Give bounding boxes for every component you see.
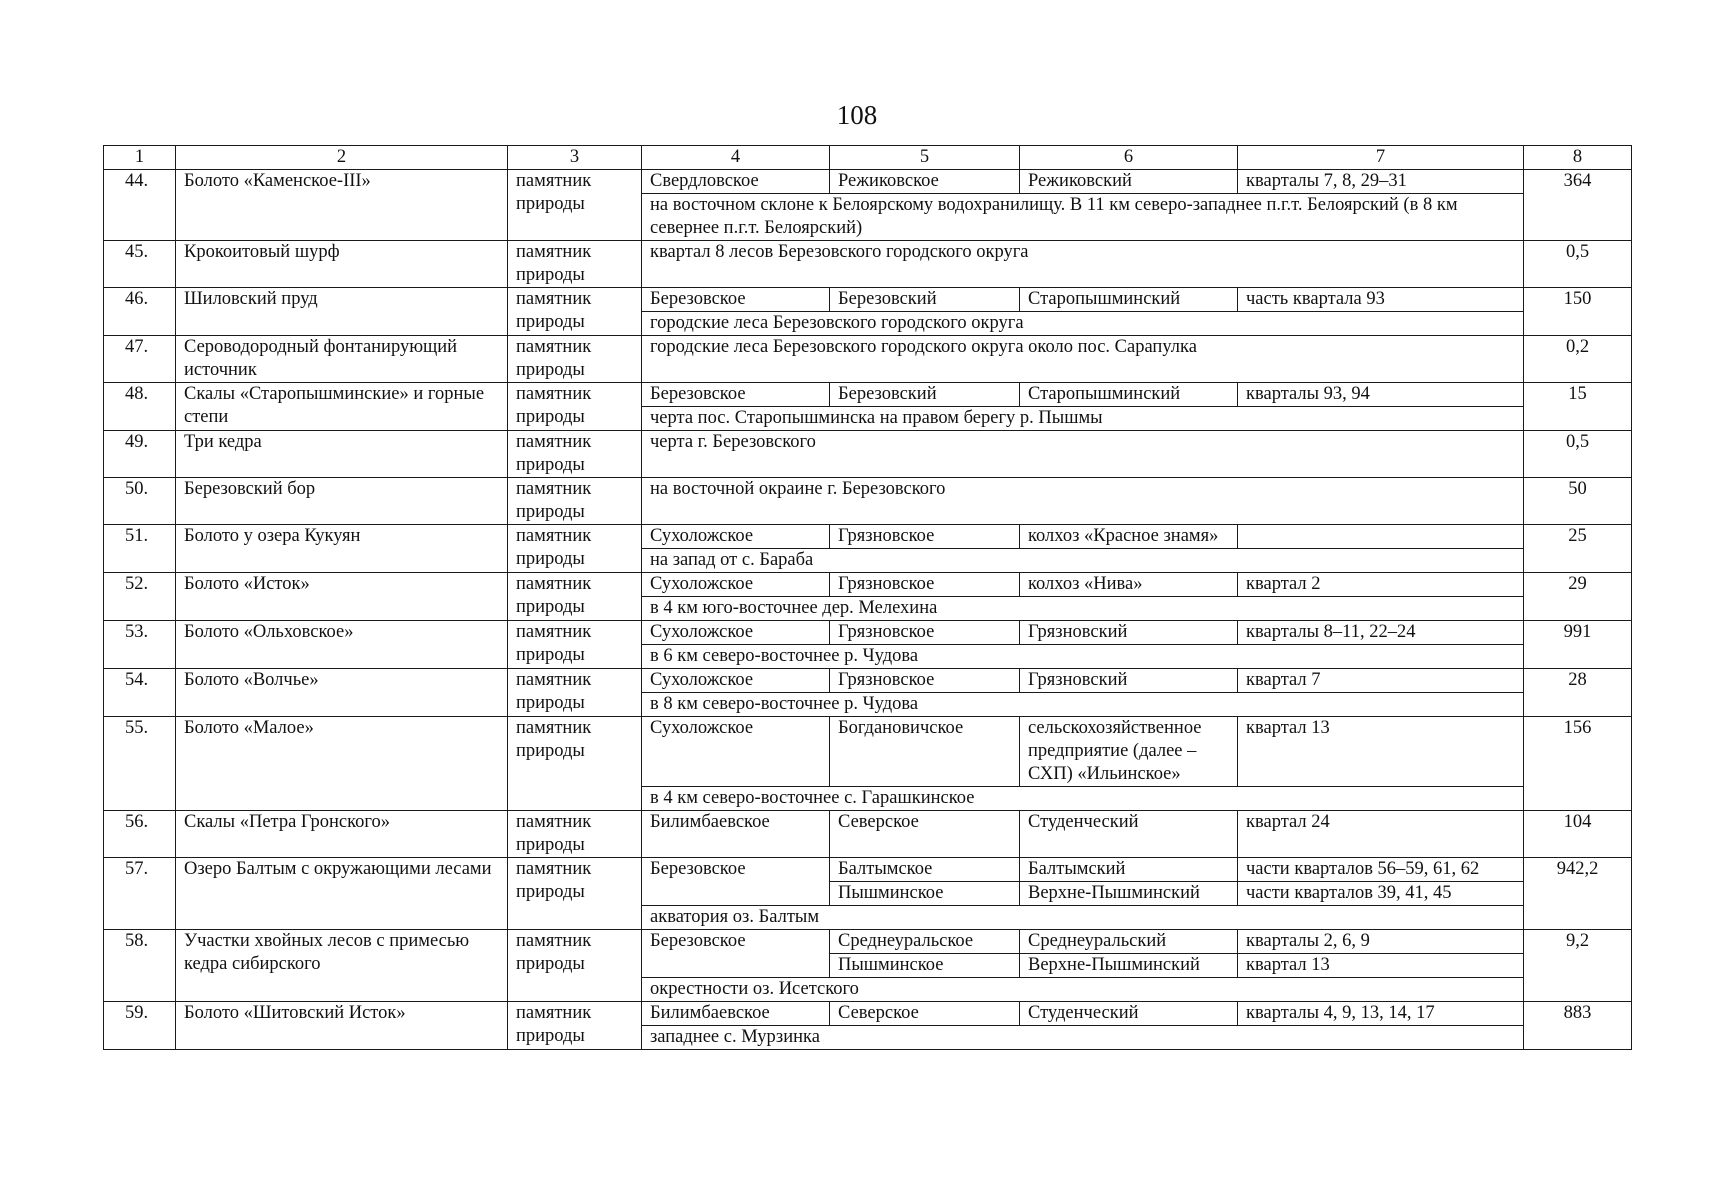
table-row [104,669,1632,693]
object-name: Болото у озера Кукуян [176,525,508,573]
location-note: черта пос. Старопышминска на правом берегу р. Пышмы [642,407,1524,431]
object-name: Болото «Ольховское» [176,621,508,669]
row-number: 48. [104,383,176,431]
quarters [1238,525,1524,549]
object-status: памятник природы [508,170,642,241]
table-row [104,811,1632,858]
row-number: 44. [104,170,176,241]
forest-subdistrict: Грязновское [830,669,1020,693]
table-row [104,858,1632,882]
object-name: Три кедра [176,431,508,478]
object-status: памятник природы [508,621,642,669]
forest-district: Березовское [642,930,830,978]
quarters: кварталы 7, 8, 29–31 [1238,170,1524,194]
forest-district: Билимбаевское [642,811,830,858]
forest-area-name: Старопышминский [1020,383,1238,407]
column-header-5: 5 [830,146,1020,170]
table-row [104,621,1632,645]
forest-district: Сухоложское [642,669,830,693]
forest-area-name: колхоз «Нива» [1020,573,1238,597]
forest-subdistrict: Грязновское [830,621,1020,645]
forest-district: Билимбаевское [642,1002,830,1026]
object-name: Озеро Балтым с окружающими лесами [176,858,508,930]
forest-area-name: Студенческий [1020,1002,1238,1026]
location-note: городские леса Березовского городского округа [642,312,1524,336]
quarters: части кварталов 56–59, 61, 62 [1238,858,1524,882]
row-number: 57. [104,858,176,930]
table-row [104,1002,1632,1026]
row-number: 59. [104,1002,176,1050]
location-note: акватория оз. Балтым [642,906,1524,930]
object-status: памятник природы [508,930,642,1002]
column-header-8: 8 [1524,146,1632,170]
object-status: памятник природы [508,573,642,621]
table-row [104,431,1632,478]
forest-area-name: колхоз «Красное знамя» [1020,525,1238,549]
object-name: Шиловский пруд [176,288,508,336]
location-note: на восточном склоне к Белоярскому водохранилищу. В 11 км северо-западнее п.г.т. Белоярский (в 8 км севернее п.г.т. Белоярский) [642,194,1524,241]
object-status: памятник природы [508,1002,642,1050]
area-ha: 15 [1524,383,1632,431]
location-note: в 8 км северо-восточнее р. Чудова [642,693,1524,717]
row-number: 45. [104,241,176,288]
quarters: квартал 2 [1238,573,1524,597]
forest-area-name: Грязновский [1020,669,1238,693]
location-note: на запад от с. Бараба [642,549,1524,573]
forest-area-name: Среднеуральский [1020,930,1238,954]
column-header-7: 7 [1238,146,1524,170]
area-ha: 28 [1524,669,1632,717]
object-name: Скалы «Старопышминские» и горные степи [176,383,508,431]
location-note: в 4 км северо-восточнее с. Гарашкинское [642,787,1524,811]
row-number: 58. [104,930,176,1002]
quarters: кварталы 4, 9, 13, 14, 17 [1238,1002,1524,1026]
quarters: части кварталов 39, 41, 45 [1238,882,1524,906]
object-status: памятник природы [508,858,642,930]
area-ha: 156 [1524,717,1632,811]
forest-district: Березовское [642,383,830,407]
forest-subdistrict: Северское [830,1002,1020,1026]
row-number: 50. [104,478,176,525]
row-number: 53. [104,621,176,669]
row-number: 52. [104,573,176,621]
object-status: памятник природы [508,525,642,573]
forest-area-name: сельскохозяйственное предприятие (далее – СХП) «Ильинское» [1020,717,1238,787]
area-ha: 942,2 [1524,858,1632,930]
location-note: на восточной окраине г. Березовского [642,478,1524,525]
table-row [104,478,1632,525]
location-note: западнее с. Мурзинка [642,1026,1524,1050]
forest-district: Сухоложское [642,573,830,597]
forest-area-name: Студенческий [1020,811,1238,858]
area-ha: 9,2 [1524,930,1632,1002]
area-ha: 25 [1524,525,1632,573]
forest-area-name: Режиковский [1020,170,1238,194]
column-header-6: 6 [1020,146,1238,170]
area-ha: 50 [1524,478,1632,525]
table-row [104,525,1632,549]
object-status: памятник природы [508,669,642,717]
area-ha: 0,2 [1524,336,1632,383]
forest-subdistrict: Пышминское [830,954,1020,978]
object-name: Участки хвойных лесов с примесью кедра сибирского [176,930,508,1002]
quarters: кварталы 8–11, 22–24 [1238,621,1524,645]
object-status: памятник природы [508,478,642,525]
area-ha: 150 [1524,288,1632,336]
quarters: квартал 7 [1238,669,1524,693]
table-row [104,241,1632,288]
object-name: Скалы «Петра Гронского» [176,811,508,858]
table-row [104,573,1632,597]
object-name: Болото «Шитовский Исток» [176,1002,508,1050]
row-number: 46. [104,288,176,336]
column-header-2: 2 [176,146,508,170]
forest-area-name: Старопышминский [1020,288,1238,312]
object-status: памятник природы [508,241,642,288]
table-row [104,717,1632,787]
forest-area-name: Верхне-Пышминский [1020,882,1238,906]
forest-area-name: Верхне-Пышминский [1020,954,1238,978]
object-status: памятник природы [508,811,642,858]
table-row [104,930,1632,954]
table-row [104,383,1632,407]
object-name: Березовский бор [176,478,508,525]
forest-subdistrict: Грязновское [830,525,1020,549]
object-name: Болото «Волчье» [176,669,508,717]
column-header-1: 1 [104,146,176,170]
location-note: городские леса Березовского городского округа около пос. Сарапулка [642,336,1524,383]
area-ha: 0,5 [1524,241,1632,288]
area-ha: 364 [1524,170,1632,241]
object-status: памятник природы [508,717,642,811]
location-note: квартал 8 лесов Березовского городского округа [642,241,1524,288]
forest-subdistrict: Богдановичское [830,717,1020,787]
forest-subdistrict: Режиковское [830,170,1020,194]
location-note: в 4 км юго-восточнее дер. Мелехина [642,597,1524,621]
row-number: 55. [104,717,176,811]
object-name: Болото «Исток» [176,573,508,621]
quarters: квартал 24 [1238,811,1524,858]
quarters: квартал 13 [1238,954,1524,978]
object-name: Крокоитовый шурф [176,241,508,288]
forest-district: Сухоложское [642,717,830,787]
row-number: 47. [104,336,176,383]
forest-district: Сухоложское [642,621,830,645]
forest-district: Свердловское [642,170,830,194]
column-header-4: 4 [642,146,830,170]
forest-subdistrict: Березовский [830,383,1020,407]
object-status: памятник природы [508,336,642,383]
area-ha: 29 [1524,573,1632,621]
table-row [104,170,1632,194]
location-note: в 6 км северо-восточнее р. Чудова [642,645,1524,669]
row-number: 51. [104,525,176,573]
header-row [104,146,1632,170]
forest-subdistrict: Балтымское [830,858,1020,882]
table-body [104,170,1632,1050]
column-header-3: 3 [508,146,642,170]
object-status: памятник природы [508,431,642,478]
quarters: кварталы 2, 6, 9 [1238,930,1524,954]
location-note: черта г. Березовского [642,431,1524,478]
quarters: часть квартала 93 [1238,288,1524,312]
forest-subdistrict: Северское [830,811,1020,858]
table-header [104,146,1632,170]
row-number: 54. [104,669,176,717]
forest-subdistrict: Пышминское [830,882,1020,906]
table-row [104,336,1632,383]
object-status: памятник природы [508,383,642,431]
forest-district: Березовское [642,858,830,906]
forest-subdistrict: Березовский [830,288,1020,312]
object-name: Болото «Каменское-III» [176,170,508,241]
quarters: квартал 13 [1238,717,1524,787]
forest-area-name: Балтымский [1020,858,1238,882]
protected-areas-table [103,145,1632,1050]
forest-district: Сухоложское [642,525,830,549]
area-ha: 991 [1524,621,1632,669]
area-ha: 883 [1524,1002,1632,1050]
row-number: 49. [104,431,176,478]
forest-district: Березовское [642,288,830,312]
row-number: 56. [104,811,176,858]
object-status: памятник природы [508,288,642,336]
area-ha: 104 [1524,811,1632,858]
object-name: Сероводородный фонтанирующий источник [176,336,508,383]
quarters: кварталы 93, 94 [1238,383,1524,407]
table-row [104,288,1632,312]
forest-subdistrict: Грязновское [830,573,1020,597]
object-name: Болото «Малое» [176,717,508,811]
forest-subdistrict: Среднеуральское [830,930,1020,954]
page-number: 108 [836,100,878,130]
location-note: окрестности оз. Исетского [642,978,1524,1002]
area-ha: 0,5 [1524,431,1632,478]
forest-area-name: Грязновский [1020,621,1238,645]
